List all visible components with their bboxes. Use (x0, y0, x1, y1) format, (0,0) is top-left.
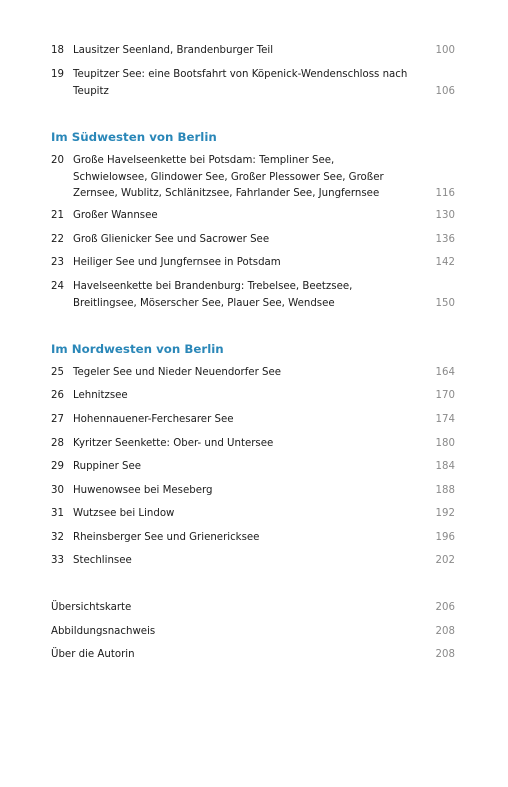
entry-page-number: 100 (435, 45, 455, 56)
entry-number: 26 (51, 390, 64, 401)
toc-entry-24 (51, 279, 455, 312)
entry-number: 18 (51, 45, 64, 56)
entry-title: Über die Autorin (51, 649, 135, 660)
entry-title: Übersichtskarte (51, 602, 132, 613)
entry-title: Abbildungsnachweis (51, 626, 156, 637)
entry-page-number: 192 (435, 508, 455, 519)
entry-page-number: 208 (435, 626, 455, 637)
toc-entry-27 (51, 412, 455, 429)
entry-page-number: 136 (435, 234, 455, 245)
toc-entry-26 (51, 388, 455, 405)
entry-title: Hohennauener-Ferchesarer See (73, 414, 234, 425)
entry-number: 28 (51, 438, 64, 449)
entry-number: 21 (51, 210, 64, 221)
entry-title: Stechlinsee (73, 555, 132, 566)
entry-title: Ruppiner See (73, 461, 141, 472)
toc-entry-29 (51, 459, 455, 476)
entry-page-number: 188 (435, 485, 455, 496)
entry-page-number: 130 (435, 210, 455, 221)
entry-title: Tegeler See und Nieder Neuendorfer See (73, 367, 281, 378)
entry-page-number: 142 (435, 257, 455, 268)
entry-page-number: 170 (435, 390, 455, 401)
entry-title: Heiliger See und Jungfernsee in Potsdam (73, 257, 281, 268)
entry-page-number: 202 (435, 555, 455, 566)
entry-title: Lausitzer Seenland, Brandenburger Teil (73, 45, 274, 56)
entry-page-number: 206 (435, 602, 455, 613)
entry-number: 25 (51, 367, 64, 378)
entry-number: 30 (51, 485, 64, 496)
toc-entry-23 (51, 255, 455, 272)
entry-title: Havelseenkette bei Brandenburg: Trebelsee, Beetzsee, Breitlingsee, Möserscher See, Plauer See, Wendsee (73, 281, 353, 309)
toc-entry-32 (51, 530, 455, 547)
entry-title: Huwenowsee bei Meseberg (73, 485, 213, 496)
entry-page-number: 116 (435, 188, 455, 200)
entry-title: Teupitzer See: eine Bootsfahrt von Köpenick-Wendenschloss nach Teupitz (73, 69, 408, 97)
entry-number: 32 (51, 532, 64, 543)
entry-page-number: 208 (435, 649, 455, 660)
entry-number: 19 (51, 69, 64, 80)
toc-back-about-author (51, 647, 455, 664)
entry-page-number: 164 (435, 367, 455, 378)
toc-entry-21 (51, 208, 455, 225)
toc-entry-28 (51, 436, 455, 453)
section-heading-northwest: Im Nordwesten von Berlin (51, 342, 224, 356)
entry-number: 33 (51, 555, 64, 566)
entry-number: 22 (51, 234, 64, 245)
entry-page-number: 174 (435, 414, 455, 425)
entry-number: 27 (51, 414, 64, 425)
entry-title: Groß Glienicker See und Sacrower See (73, 234, 270, 245)
entry-number: 23 (51, 257, 64, 268)
entry-title: Lehnitzsee (73, 390, 128, 401)
entry-page-number: 180 (435, 438, 455, 449)
toc-entry-31 (51, 506, 455, 523)
toc-entry-20 (51, 153, 455, 203)
toc-entry-30 (51, 483, 455, 500)
entry-title: Wutzsee bei Lindow (73, 508, 175, 519)
toc-entry-18 (51, 43, 455, 60)
toc-entry-25 (51, 365, 455, 382)
entry-page-number: 184 (435, 461, 455, 472)
entry-number: 24 (51, 281, 64, 292)
entry-page-number: 106 (435, 85, 455, 97)
toc-back-image-credits (51, 624, 455, 641)
entry-page-number: 150 (435, 297, 455, 309)
entry-title: Kyritzer Seenkette: Ober- und Untersee (73, 438, 274, 449)
toc-entry-33 (51, 553, 455, 570)
entry-number: 31 (51, 508, 64, 519)
entry-number: 20 (51, 155, 64, 166)
entry-page-number: 196 (435, 532, 455, 543)
entry-title: Große Havelseenkette bei Potsdam: Templiner See, Schwielowsee, Glindower See, Großer Plessower See, Großer Zernsee, Wublitz, Schlänitzsee, Fahrlander See, Jungfernsee (73, 155, 384, 200)
toc-entry-22 (51, 232, 455, 249)
section-heading-southwest: Im Südwesten von Berlin (51, 130, 217, 144)
entry-title: Großer Wannsee (73, 210, 158, 221)
entry-number: 29 (51, 461, 64, 472)
toc-back-overview-map (51, 600, 455, 617)
toc-entry-19 (51, 67, 455, 100)
entry-title: Rheinsberger See und Grienericksee (73, 532, 260, 543)
